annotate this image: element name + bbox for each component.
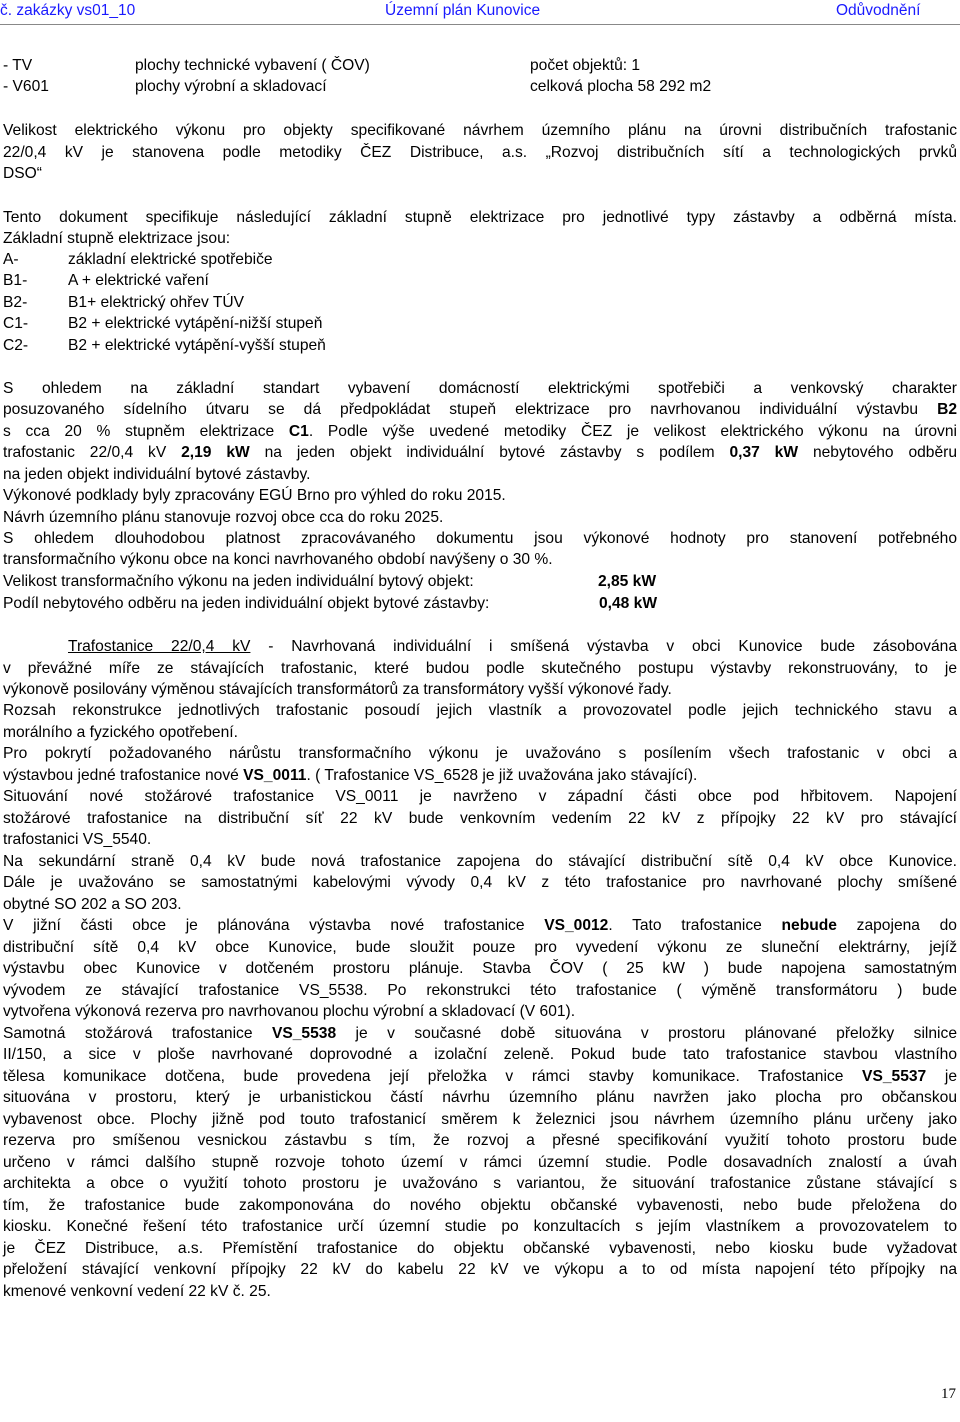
level-code: C2- — [3, 337, 29, 354]
paragraph-line: stožárové trafostanice na distribuční síť 22 kV bude venkovním vedením 22 kV z přípojky 22 kV pro stávající — [3, 810, 957, 827]
level-desc: B2 + elektrické vytápění-nižší stupeň — [68, 315, 323, 332]
power-label: Velikost transformačního výkonu na jeden individuální bytový objekt: — [3, 573, 474, 590]
object-code: - V601 — [3, 78, 49, 95]
paragraph-line: na jeden objekt individuální bytové zástavby. — [3, 466, 311, 483]
paragraph-line: rezerva pro smíšenou vesnickou zástavbu s tím, že rozvoj a přesné specifikování využití tohoto prostoru bude — [3, 1132, 957, 1149]
paragraph-line: trafostanici VS_5540. — [3, 831, 152, 848]
paragraph-line: Dále je uvažováno se samostatnými kabelovými vývody 0,4 kV z této trafostanice pro navrhované plochy smíšené — [3, 874, 957, 891]
paragraph-line: výkonově posilovány výměnou stávajících transformátorů za transformátory vyšší výkonové řady. — [3, 681, 672, 698]
header-divider — [0, 24, 960, 25]
paragraph-line: trafostanic 22/0,4 kV 2,19 kW na jeden objekt individuální bytové zástavby s podílem 0,37 kW nebytového odběru — [3, 444, 958, 461]
section-title: Trafostanice 22/0,4 kV — [68, 638, 251, 655]
paragraph-line: kiosku. Konečné řešení této trafostanice určí územní studie po konzultacích s jejím vlastníkem a provozovatelem to — [3, 1218, 957, 1235]
paragraph-line: Situování nové stožárové trafostanice VS_0011 je navrženo v západní části obce pod hřbitovem. Napojení — [3, 788, 957, 805]
paragraph-line: Návrh územního plánu stanovuje rozvoj obce cca do roku 2025. — [3, 509, 444, 526]
paragraph-line: Trafostanice 22/0,4 kV - Navrhovaná individuální i smíšená výstavba v obci Kunovice bude zásobována — [68, 638, 957, 655]
paragraph-line: DSO“ — [3, 165, 42, 182]
page-header — [0, 0, 960, 22]
header-contract-number: č. zakázky vs01_10 — [0, 2, 136, 19]
level-code: B2- — [3, 294, 28, 311]
object-value: celková plocha 58 292 m2 — [530, 78, 712, 95]
level-desc: B1+ elektrický ohřev TÚV — [68, 294, 245, 311]
paragraph-line: Velikost elektrického výkonu pro objekty specifikované návrhem územního plánu na úrovni distribučních trafostanic — [3, 122, 957, 139]
level-desc: B2 + elektrické vytápění-vyšší stupeň — [68, 337, 326, 354]
paragraph-line: V jižní části obce je plánována výstavba nové trafostanice VS_0012. Tato trafostanice nebude zapojena do — [3, 917, 957, 934]
object-value: počet objektů: 1 — [530, 57, 641, 74]
paragraph-line: 22/0,4 kV je stanovena podle metodiky ČEZ Distribuce, a.s. „Rozvoj distribučních sítí a technologických prvků — [3, 144, 957, 161]
paragraph-line: Rozsah rekonstrukce jednotlivých trafostanic posoudí jejich vlastník a provozovatel podle jejich technického stavu a — [3, 702, 957, 719]
level-desc: základní elektrické spotřebiče — [68, 251, 273, 268]
paragraph-line: s cca 20 % stupněm elektrizace C1. Podle výše uvedené metodiky ČEZ je velikost elektrického výkonu na úrovni — [3, 423, 957, 440]
paragraph-line: kmenové venkovní vedení 22 kV č. 25. — [3, 1283, 271, 1300]
paragraph-line: výstavbou jedné trafostanice nové VS_0011. ( Trafostanice VS_6528 je již uvažována jako stávající). — [3, 767, 698, 784]
paragraph-line: II/150, a sice v ploše navrhované doprovodné a izolační zeleně. Pokud bude tato trafostanice stavbou vlastního — [3, 1046, 957, 1063]
paragraph-line: Výkonové podklady byly zpracovány EGÚ Brno pro výhled do roku 2015. — [3, 487, 506, 504]
paragraph-line: Základní stupně elektrizace jsou: — [3, 230, 231, 247]
level-code: B1- — [3, 272, 28, 289]
paragraph-line: S ohledem dlouhodobou platnost zpracovávaného dokumentu jsou výkonové hodnoty pro stanovení potřebného — [3, 530, 957, 547]
paragraph-line: přeložení stávající venkovní přípojky 22 kV do kabelu 22 kV ve výkopu a to od místa napojení této přípojky na — [3, 1261, 957, 1278]
paragraph-line: morálního a fyzického opotřebení. — [3, 724, 238, 741]
object-desc: plochy technické vybavení ( ČOV) — [135, 57, 370, 74]
paragraph-line: určeno v rámci dalšího stupně rozvoje tohoto území v rámci územní studie. Podle dosavadních znalostí a úvah — [3, 1154, 957, 1171]
object-code: - TV — [3, 57, 33, 74]
paragraph-line: situována v prostoru, který je urbanistickou částí návrhu územního plánu navržen jako plocha pro občanskou — [3, 1089, 957, 1106]
paragraph-line: tím, že trafostanice bude zakomponována do nového objektu občanské vybavenosti, nebo bude přeložena do — [3, 1197, 957, 1214]
paragraph-line: Na sekundární straně 0,4 kV bude nová trafostanice zapojena do stávající distribuční sítě 0,4 kV obce Kunovice. — [3, 853, 957, 870]
power-value: 2,85 kW — [598, 573, 657, 590]
level-code: C1- — [3, 315, 29, 332]
paragraph-line: transformačního výkonu obce na konci navrhovaného období navýšeny o 30 %. — [3, 551, 553, 568]
paragraph-line: obytné SO 202 a SO 203. — [3, 896, 182, 913]
header-document-title: Územní plán Kunovice — [385, 2, 541, 19]
paragraph-line: Pro pokrytí požadovaného nárůstu transformačního výkonu je uvažováno s posílením všech trafostanic v obci a — [3, 745, 957, 762]
page-number: 17 — [941, 1386, 956, 1402]
paragraph-line: v převážné míře ze stávajících trafostanic, které budou podle skutečného postupu výstavby rekonstruovány, to je — [3, 660, 957, 677]
paragraph-line: vybavenost obce. Plochy jižně pod touto trafostanicí směrem k železnici jsou návrhem územního plánu určeny jako — [3, 1111, 957, 1128]
paragraph-line: S ohledem na základní standart vybavení domácností elektrickými spotřebiči a venkovský charakter — [3, 380, 957, 397]
paragraph-line: Tento dokument specifikuje následující základní stupně elektrizace pro jednotlivé typy zástavby a odběrná místa. — [3, 209, 957, 226]
level-desc: A + elektrické vaření — [68, 272, 209, 289]
paragraph-line: distribuční sítě 0,4 kV obce Kunovice, bude sloužit pouze pro vyvedení výkonu ze sluneční elektrárny, jejíž — [3, 939, 957, 956]
power-label: Podíl nebytového odběru na jeden individuální objekt bytové zástavby: — [3, 595, 490, 612]
paragraph-line: tělesa komunikace dotčena, bude provedena její přeložka v rámci stavby komunikace. Trafostanice VS_5537 je — [3, 1068, 957, 1085]
power-value: 0,48 kW — [599, 595, 658, 612]
level-code: A- — [3, 251, 19, 268]
paragraph-line: Samotná stožárová trafostanice VS_5538 je v současné době situována v prostoru plánované přeložky silnice — [3, 1025, 957, 1042]
paragraph-line: je ČEZ Distribuce, a.s. Přemístění trafostanice do objektu občanské vybavenosti, nebo kiosku bude vyžadovat — [3, 1240, 957, 1257]
paragraph-line: architekta a obce o využití tohoto prostoru je uvažováno s variantou, že situování trafostanice zůstane stávající s — [3, 1175, 957, 1192]
paragraph-line: vytvořena výkonová rezerva pro navrhovanou plochu výrobní a skladovací (V 601). — [3, 1003, 576, 1020]
paragraph-line: výstavbu obec Kunovice v dotčeném prostoru plánuje. Stavba ČOV ( 25 kW ) bude napojena samostatným — [3, 960, 957, 977]
paragraph-line: posuzovaného sídelního útvaru se dá předpokládat stupeň elektrizace pro navrhovanou individuální výstavbu B2 — [3, 401, 957, 418]
header-section: Odůvodnění — [836, 2, 921, 19]
paragraph-line: vývodem ze stávající trafostanice VS_5538. Po rekonstrukci této trafostanice ( výměně transformátoru ) bude — [3, 982, 957, 999]
object-desc: plochy výrobní a skladovací — [135, 78, 327, 95]
